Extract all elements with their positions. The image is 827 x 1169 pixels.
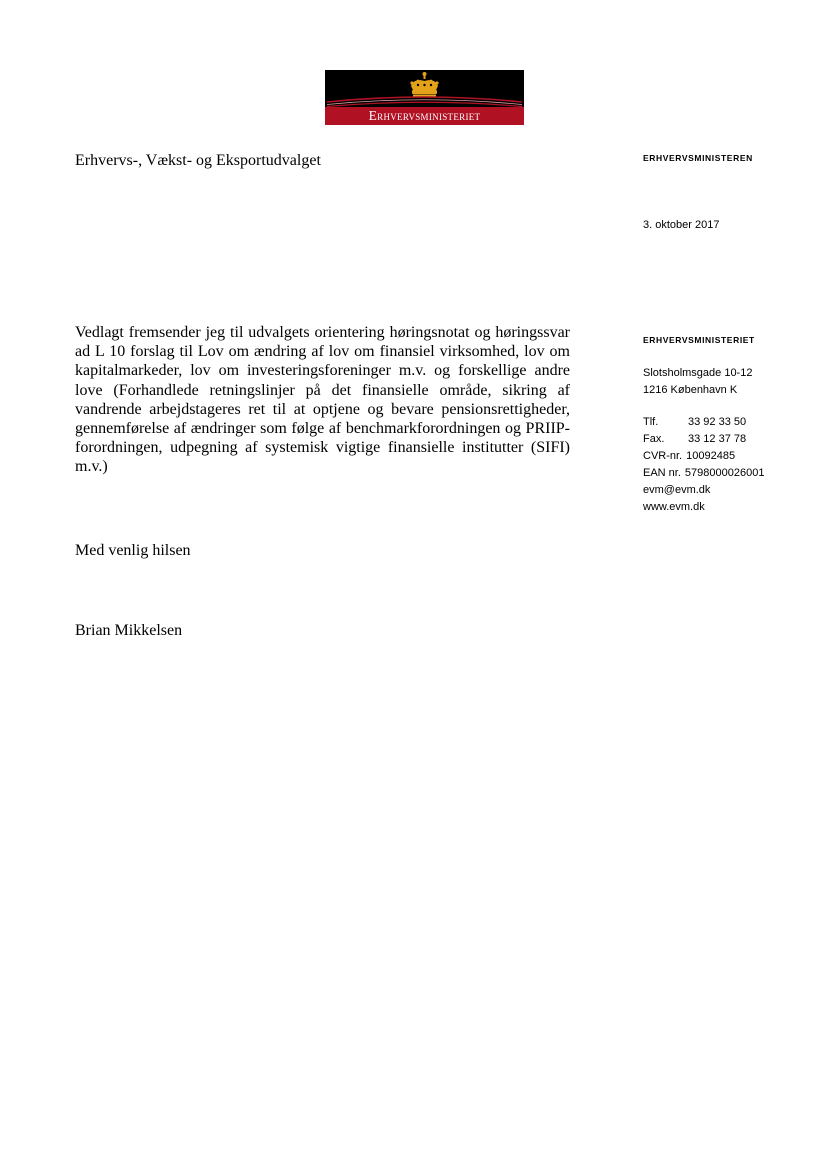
fax-label: Fax. (643, 433, 665, 445)
ean-label: EAN nr. (643, 467, 681, 479)
sender-title: ERHVERVSMINISTEREN (643, 153, 753, 163)
phone-label: Tlf. (643, 416, 659, 428)
fax-value: 33 12 37 78 (688, 433, 747, 445)
ministry-name: ERHVERVSMINISTERIET (643, 335, 755, 345)
cvr-value: 10092485 (686, 450, 736, 462)
email-link[interactable]: evm@evm.dk (643, 484, 711, 496)
crown-icon (325, 70, 524, 110)
address-street: Slotsholmsgade 10-12 (643, 367, 753, 379)
ean-row (643, 465, 764, 482)
ministry-contact (643, 414, 764, 516)
signature-name: Brian Mikkelsen (75, 622, 183, 639)
website-link[interactable]: www.evm.dk (643, 501, 705, 513)
address-city: 1216 København K (643, 384, 738, 396)
cvr-row (643, 448, 764, 465)
phone-row (643, 414, 764, 431)
letter-date: 3. oktober 2017 (643, 219, 720, 231)
ministry-address (643, 365, 752, 399)
cvr-label: CVR-nr. (643, 450, 683, 462)
logo-wordmark: Erhvervsministeriet (325, 107, 524, 125)
phone-value: 33 92 33 50 (688, 416, 747, 428)
closing-greeting: Med venlig hilsen (75, 542, 191, 559)
recipient: Erhvervs-, Vækst- og Eksportudvalget (75, 152, 321, 169)
fax-row (643, 431, 764, 448)
ean-value: 5798000026001 (684, 467, 765, 479)
ministry-logo (325, 70, 524, 125)
letter-body: Vedlagt fremsender jeg til udvalgets orientering høringsnotat og høringssvar ad L 10 forslag til Lov om ændring af lov om finansiel virksomhed, lov om kapitalmarkeder, lov om investeringsforeninger m.v. og forskellige andre love (Forhandlede retningslinjer på det finansielle område, sikring af vandrende arbejdstageres ret til at optjene og bevare pensionsrettigheder, gennemførelse af ændringer som følge af benchmarkforordningen og PRIIP-forordningen, udpegning af systemisk vigtige finansielle institutter (SIFI) m.v.) (75, 324, 570, 476)
